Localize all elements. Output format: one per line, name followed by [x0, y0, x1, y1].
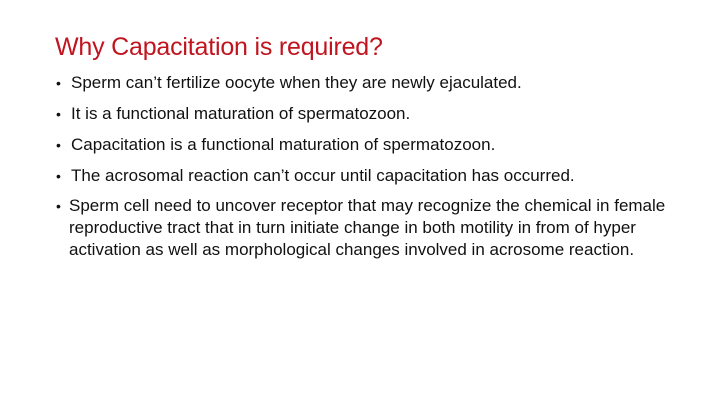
slide-title: Why Capacitation is required? [55, 33, 383, 61]
bullet-item-3 [56, 134, 676, 156]
bullet-text-1: Sperm can’t fertilize oocyte when they are newly ejaculated. [71, 73, 522, 92]
bullet-item-4 [56, 165, 676, 187]
bullet-dot-icon: • [56, 106, 61, 122]
bullet-item-2 [56, 103, 676, 125]
bullet-dot-icon: • [56, 137, 61, 153]
bullet-text-5: Sperm cell need to uncover receptor that may recognize the chemical in female reproductive tract that in turn initiate change in both motility in from of hyper activation as well as morphological changes involved in acrosome reaction. [69, 196, 666, 259]
bullet-item-5 [56, 195, 676, 261]
bullet-item-1 [56, 72, 676, 94]
bullet-dot-icon: • [56, 198, 61, 214]
bullet-dot-icon: • [56, 168, 61, 184]
bullet-dot-icon: • [56, 75, 61, 91]
bullet-text-2: It is a functional maturation of spermatozoon. [71, 104, 411, 123]
bullet-text-3: Capacitation is a functional maturation of spermatozoon. [71, 135, 496, 154]
bullet-list [56, 72, 676, 261]
bullet-text-4: The acrosomal reaction can’t occur until capacitation has occurred. [71, 166, 575, 185]
